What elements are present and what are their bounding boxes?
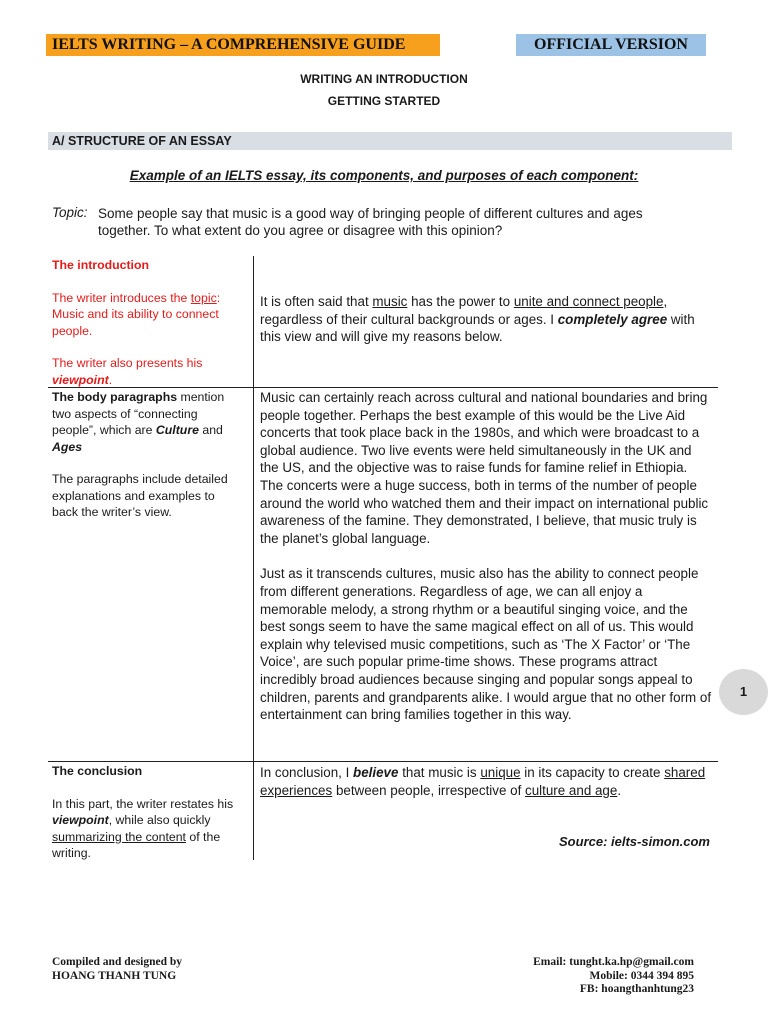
- footer-author: HOANG THANH TUNG: [52, 969, 177, 982]
- example-title: Example of an IELTS essay, its components, and purposes of each component:: [129, 168, 639, 183]
- essay-underlined: culture and age: [525, 782, 618, 798]
- conclusion-note-underlined: summarizing the content: [52, 829, 186, 844]
- conclusion-note-text: , while also quickly: [108, 813, 211, 827]
- footer-email: Email: tunght.ka.hp@gmail.com: [533, 956, 694, 968]
- footer-mobile: Mobile: 0344 394 895: [589, 969, 694, 982]
- intro-essay-paragraph: [260, 293, 712, 346]
- conclusion-note-viewpoint: viewpoint: [52, 813, 109, 827]
- table-row-divider: [48, 761, 718, 762]
- body-paragraphs-note: The paragraphs include detailed explanations and examples to back the writer’s view.: [52, 472, 228, 519]
- intro-note-text: The writer introduces the: [52, 290, 191, 305]
- essay-underlined: shared experiences: [260, 765, 706, 798]
- essay-text: , regardless of their cultural backgrounds or ages. I: [260, 294, 668, 327]
- conclusion-annotation: [52, 763, 242, 862]
- intro-annotation: [52, 257, 242, 388]
- topic-text: Some people say that music is a good way of bringing people of different cultures and ages together. To what extent do you agree or disagree with this opinion?: [98, 206, 643, 238]
- intro-topic-note: [52, 290, 242, 340]
- footer-compiled-label: Compiled and designed by: [52, 956, 183, 968]
- conclusion-note: [52, 796, 242, 862]
- body-note-text: and: [198, 423, 223, 437]
- essay-text: .: [617, 782, 622, 798]
- essay-text: in its capacity to create: [520, 765, 665, 780]
- footer-contact: [470, 956, 694, 997]
- body-aspects-note: [52, 389, 242, 455]
- intro-note-text: .: [108, 372, 113, 387]
- intro-note-topic: topic: [190, 290, 217, 305]
- body-paragraph-2: Just as it transcends cultures, music also has the ability to connect people from different generations. Regardless of age, we can all enjoy a memorable melody, a strong rhythm or a beautiful singing voice, and the best songs seem to have the same magical effect on all of us. This would explain why televised music competitions, such as ‘The X Factor’ or ‘The Voice’, are such popular prime-time shows. These programs attract incredibly broad audiences because singing and popular songs appeal to children, parents and grandparents alike. I would argue that no other form of entertainment can bring families together in this way.: [260, 566, 712, 723]
- body-paragraph-1: Music can certainly reach across cultural and national boundaries and bring people together. Perhaps the best example of this would be the Live Aid concerts that took place back in the 1980s, and which were broadcast to a global audience. Two live events were held simultaneously in the UK and the US, and the objective was to raise funds for famine relief in Ethiopia. The concerts were a huge success, both in terms of the number of people around the world who watched them and their impact on international public awareness of the famine. They demonstrated, I believe, that music truly is the planet’s global language.: [260, 390, 709, 546]
- body-annotation: [52, 389, 242, 521]
- conclusion-note-text: In this part, the writer restates his: [52, 796, 234, 811]
- intro-label: The introduction: [52, 258, 149, 272]
- intro-note-text: : Music and its ability to connect people.: [52, 290, 221, 338]
- essay-text: has the power to: [407, 294, 514, 309]
- essay-text: It is often said that: [260, 294, 373, 309]
- source-citation: Source: ielts-simon.com: [559, 834, 710, 849]
- topic-label: Topic:: [52, 205, 88, 220]
- essay-underlined: unique: [480, 765, 521, 780]
- intro-note-viewpoint: viewpoint: [52, 372, 109, 387]
- essay-emphasis: believe: [353, 765, 399, 780]
- body-essay: [260, 389, 712, 724]
- essay-text: In conclusion, I: [260, 765, 354, 780]
- version-label-banner: OFFICIAL VERSION: [516, 34, 706, 56]
- essay-emphasis: completely agree: [557, 311, 668, 327]
- footer-fb: FB: hoangthanhtung23: [579, 983, 694, 995]
- footer-credits: [52, 956, 182, 983]
- essay-text: between people, irrespective of: [332, 782, 526, 798]
- essay-text: with this view and will give my reasons below.: [260, 311, 695, 345]
- essay-text: that music is: [398, 765, 481, 780]
- essay-underlined: unite and connect people: [513, 294, 664, 309]
- body-note-ages: Ages: [52, 439, 83, 454]
- guide-title-banner: IELTS WRITING – A COMPREHENSIVE GUIDE: [46, 34, 440, 56]
- conclusion-label: The conclusion: [52, 764, 143, 778]
- intro-note-text: The writer also presents his: [52, 356, 203, 370]
- conclusion-essay-paragraph: [260, 764, 712, 799]
- essay-underlined: music: [372, 294, 408, 309]
- table-column-divider: [253, 256, 254, 860]
- intro-viewpoint-note: [52, 355, 242, 388]
- page-subheading: GETTING STARTED: [327, 94, 441, 108]
- body-label: The body paragraphs: [52, 390, 178, 404]
- page-number-badge: 1: [719, 669, 768, 715]
- page-heading: WRITING AN INTRODUCTION: [300, 72, 468, 86]
- body-note-text: mention two aspects of “connecting people”, which are: [52, 390, 225, 437]
- conclusion-note-text: of the writing.: [52, 829, 221, 860]
- body-note-culture: Culture: [155, 423, 199, 437]
- section-title: A/ STRUCTURE OF AN ESSAY: [48, 132, 732, 150]
